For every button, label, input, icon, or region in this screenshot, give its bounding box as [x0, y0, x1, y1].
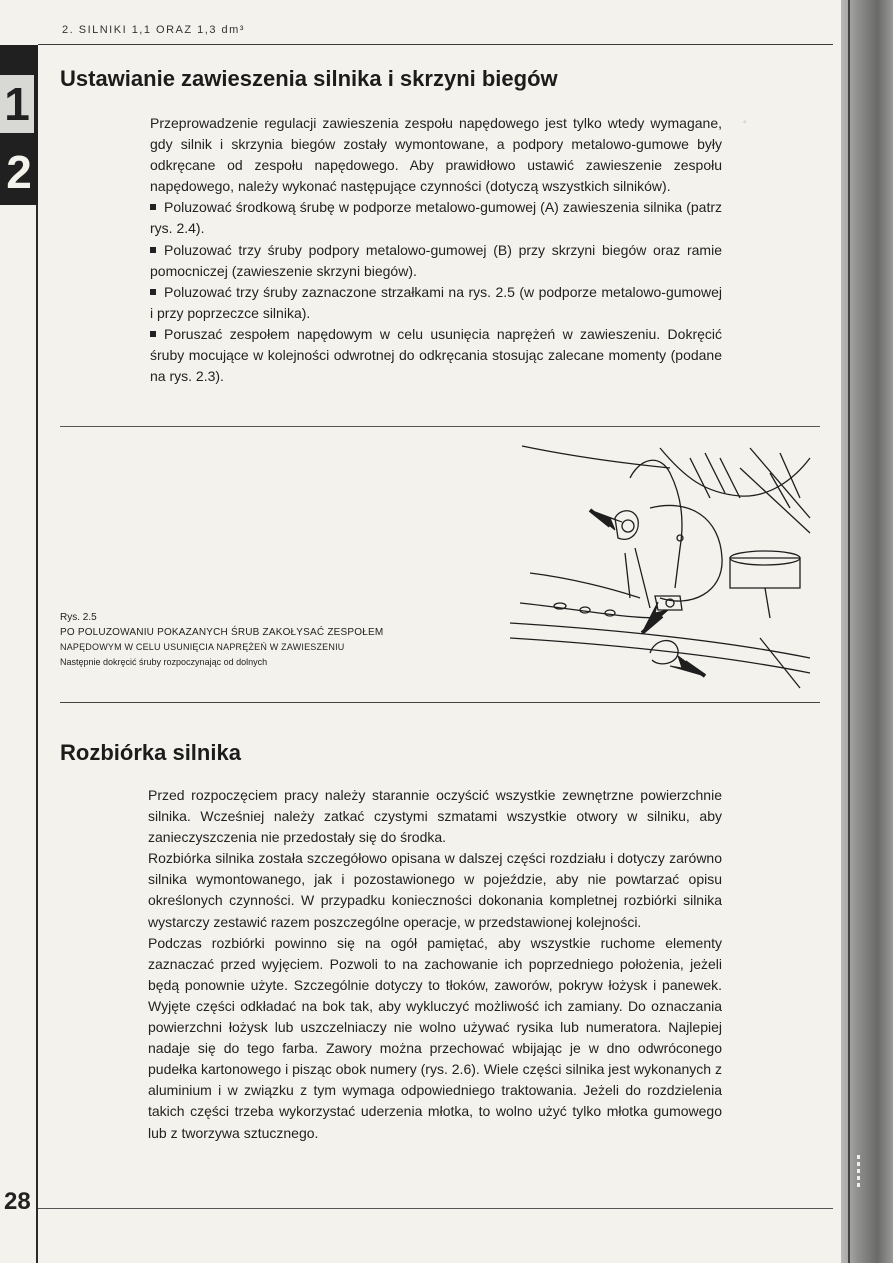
header-rule [38, 44, 833, 45]
left-margin-rule [36, 205, 38, 1263]
figure-bottom-rule [60, 702, 820, 703]
chapter-tab-1: 1 [0, 75, 34, 133]
figure-top-rule [60, 426, 820, 427]
section-title-disassembly: Rozbiórka silnika [60, 740, 241, 765]
intro-paragraph: Przeprowadzenie regulacji zawieszenia zespołu napędowego jest tylko wtedy wymagane, gdy silnik i skrzynia biegów zostały wymontowane, a podpory metalowo-gumowe były odkręcane od zespołu napędowego. Aby prawidłowo ustawić zawieszenie zespołu napędowego, należy wykonać następujące czynności (dotyczą wszystkich silników). [150, 115, 722, 195]
bullet-square-icon [150, 247, 156, 253]
running-head: 2. SILNIKI 1,1 ORAZ 1,3 dm³ [62, 24, 245, 36]
figure-caption-line-3: Następnie dokręcić śruby rozpoczynając od dolnych [60, 657, 268, 667]
step-item: Poluzować środkową śrubę w podporze metalowo-gumowej (A) zawieszenia silnika (patrz rys. 2.4). [150, 199, 722, 237]
step-item: Poruszać zespołem napędowym w celu usunięcia naprężeń w zawieszeniu. Dokręcić śruby mocujące w kolejności odwrotnej do odkręcania stosując zalecane momenty (podane na rys. 2.3). [150, 325, 722, 385]
paragraph: Podczas rozbiórki powinno się na ogół pamiętać, aby wszystkie ruchome elementy zaznaczać przed wyjęciem. Pozwoli to na zachowanie ich poprzedniego położenia, jeżeli będą ponownie użyte. Szczególnie dotyczy to tłoków, zaworów, pokryw łożysk i panewek. Wyjęte części odkładać na bok tak, aby wykluczyć możliwość ich zamiany. Do oznaczania powierzchni łożysk lub uszczelniaczy nie wolno używać rysika lub numeratora. Najlepiej nadaje się do tego farba. Zawory można przechować wbijając je w dno odwróconego pudełka kartonowego i pisząc obok numery (rys. 2.6). Wiele części silnika jest wykonanych z aluminium i w związku z tym wymaga odpowiedniego traktowania. Jeżeli do rozdzielenia takich części trzeba wykorzystać uderzenia młotka, to wolno użyć tylko młotka gumowego lub z tworzywa sztucznego. [148, 934, 722, 1141]
figure-caption [60, 610, 383, 670]
step-item: Poluzować trzy śruby podpory metalowo-gumowej (B) przy skrzyni biegów oraz ramie pomocniczej (zawieszenie skrzyni biegów). [150, 241, 722, 279]
step-item: Poluzować trzy śruby zaznaczone strzałkami na rys. 2.5 (w podporze metalowo-gumowej i przy poprzeczce silnika). [150, 283, 722, 321]
paragraph: Rozbiórka silnika została szczegółowo opisana w dalszej części rozdziału i dotyczy zarówno silnika wymontowanego, jak i pozostawionego w pojeździe, aby nie powtarzać opisu określonych czynności. W przypadku konieczności dokonania kompletnej rozbiórki silnika wystarczy zestawić razem poszczególne operacje, w przedstawionej kolejności. [148, 850, 722, 930]
engine-mount-illustration [510, 438, 815, 690]
bullet-square-icon [150, 289, 156, 295]
bullet-square-icon [150, 204, 156, 210]
paragraph: Przed rozpoczęciem pracy należy starannie oczyścić wszystkie zewnętrzne powierzchnie silnika. Wcześniej należy zatkać czystymi szmatami wszystkie otwory w silniku, aby zanieczyszczenia nie przedostały się do środka. [148, 787, 722, 846]
page-edge-line [848, 0, 850, 1263]
chapter-tab-2: 2 [6, 146, 32, 198]
figure-label: Rys. 2.5 [60, 612, 97, 623]
footer-rule [38, 1208, 833, 1209]
page-number: 28 [4, 1188, 31, 1215]
figure-caption-line-2: NAPĘDOWYM W CELU USUNIĘCIA NAPRĘŻEŃ W ZAWIESZENIU [60, 642, 345, 652]
page-edge-mark [857, 1155, 860, 1187]
bullet-square-icon [150, 331, 156, 337]
section-suspension-body [150, 113, 722, 387]
section-disassembly-body [148, 785, 722, 1144]
margin-dot: ◦ [743, 117, 747, 128]
figure-caption-line-1: PO POLUZOWANIU POKAZANYCH ŚRUB ZAKOŁYSAĆ ZESPOŁEM [60, 627, 384, 638]
section-title-suspension: Ustawianie zawieszenia silnika i skrzyni biegów [60, 66, 558, 91]
